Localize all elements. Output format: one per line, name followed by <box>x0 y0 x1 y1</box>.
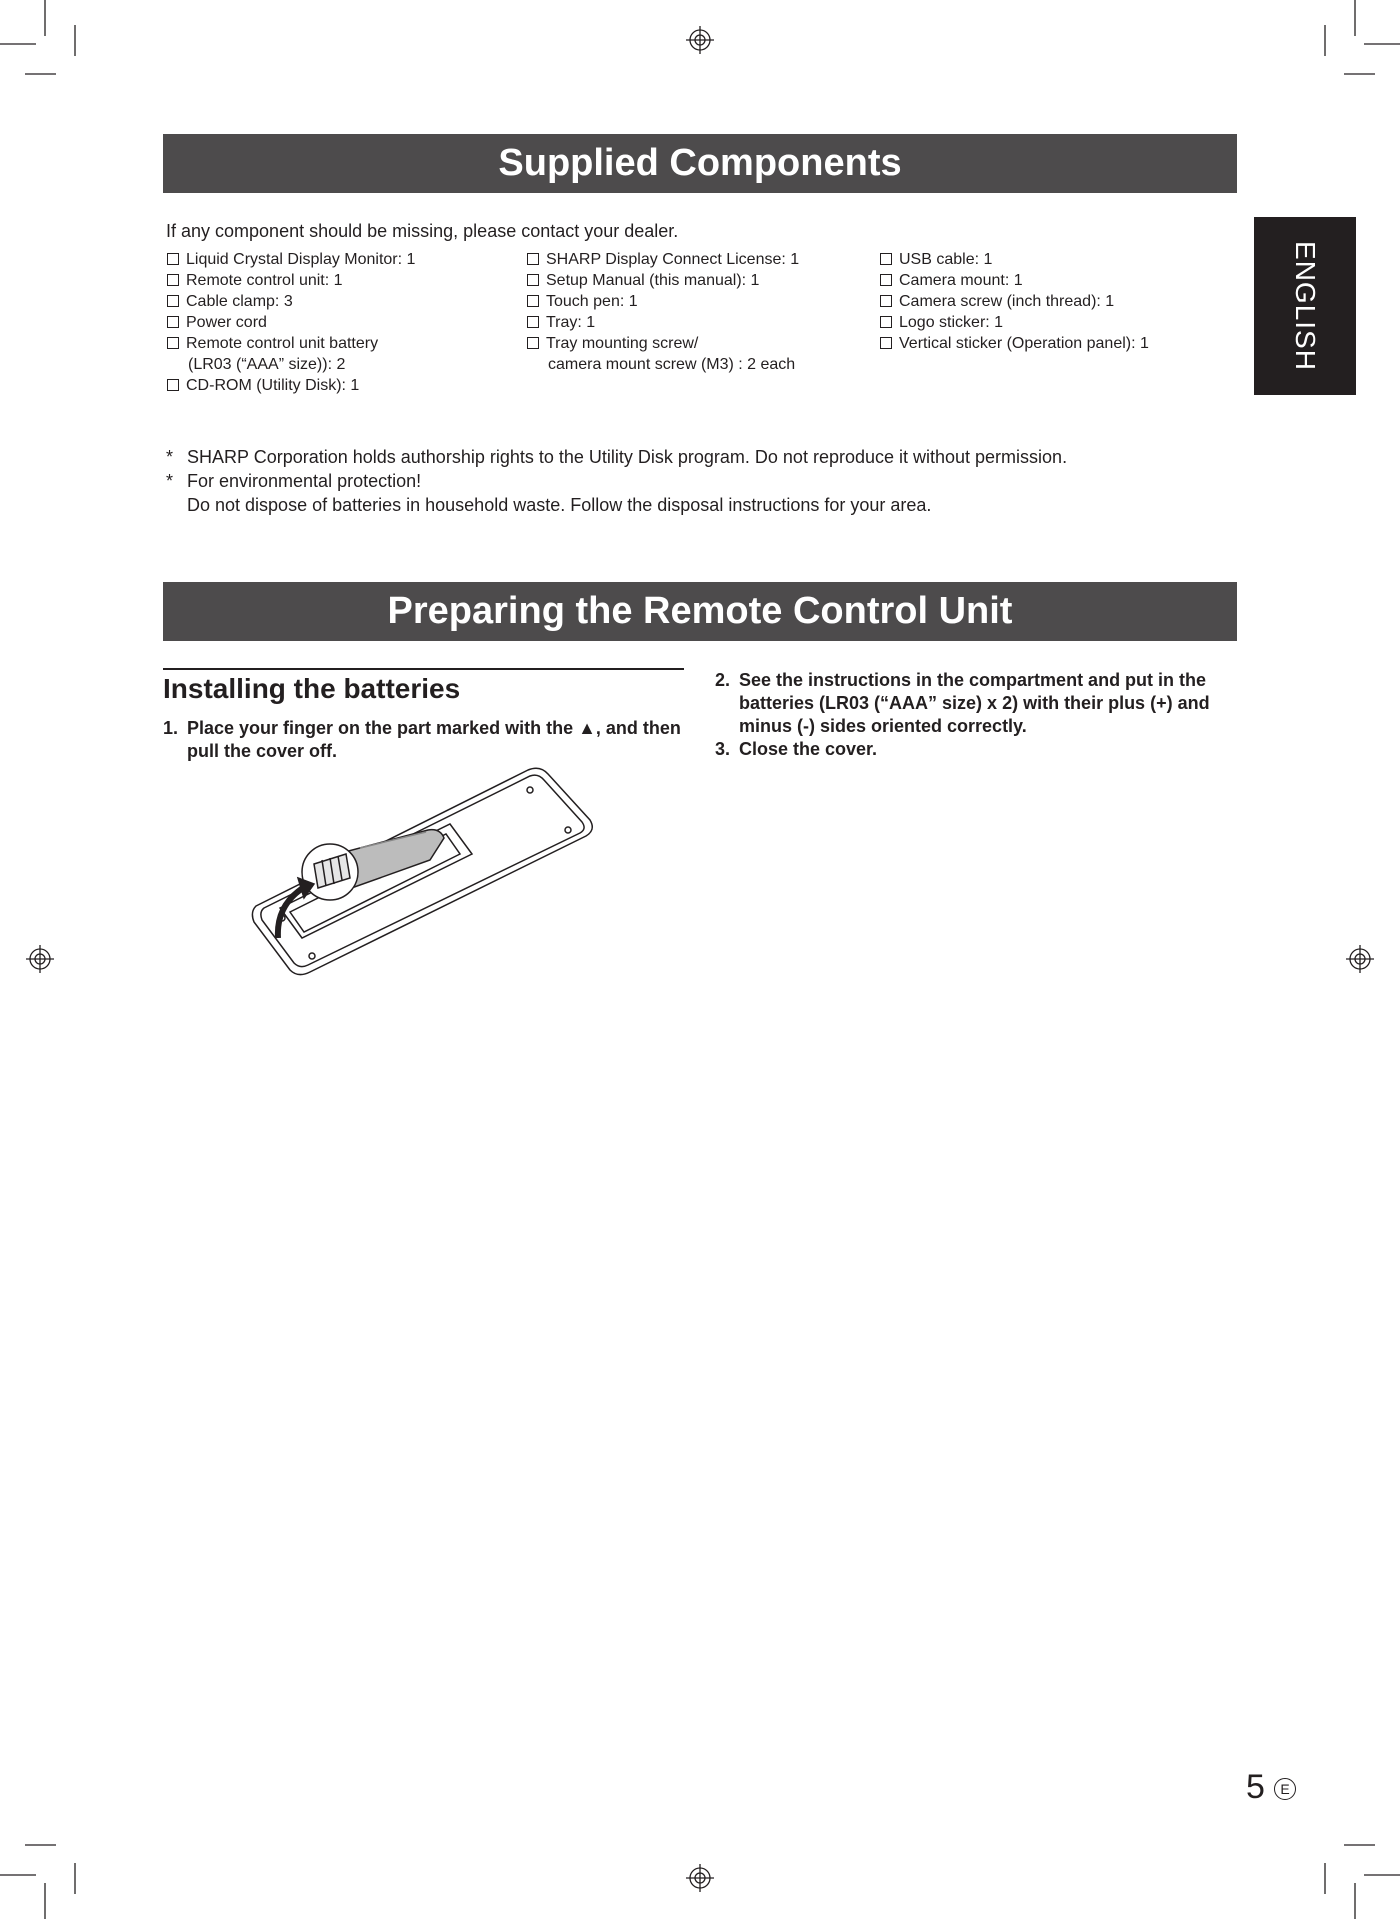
step-3: 3. Close the cover. <box>715 739 878 759</box>
list-item: Tray mounting screw/ <box>527 333 799 354</box>
checkbox-icon <box>880 295 892 307</box>
checkbox-icon <box>527 253 539 265</box>
components-column-2 <box>527 249 799 375</box>
step-2: 2. See the instructions in the compartment and put in the batteries (LR03 (“AAA” size) x 2) with their plus (+) and minus (-) sides oriented correctly. <box>715 670 1210 736</box>
checkbox-icon <box>527 337 539 349</box>
preparing-remote-heading: Preparing the Remote Control Unit <box>163 582 1237 641</box>
checkbox-icon <box>167 337 179 349</box>
checkbox-icon <box>880 337 892 349</box>
list-item: Cable clamp: 3 <box>167 291 415 312</box>
list-item: Remote control unit battery <box>167 333 415 354</box>
list-item: Remote control unit: 1 <box>167 270 415 291</box>
page-marker: E <box>1274 1778 1296 1800</box>
intro-text: If any component should be missing, please contact your dealer. <box>166 221 679 241</box>
steps-right <box>715 669 1240 761</box>
checkbox-icon <box>880 316 892 328</box>
components-column-1 <box>167 249 415 396</box>
steps-left <box>163 717 683 763</box>
installing-batteries-heading: Installing the batteries <box>163 668 684 706</box>
checkbox-icon <box>880 274 892 286</box>
checkbox-icon <box>527 274 539 286</box>
list-item: Camera screw (inch thread): 1 <box>880 291 1149 312</box>
note-item: * SHARP Corporation holds authorship rights to the Utility Disk program. Do not reproduce it without permission. <box>166 447 1068 467</box>
page-number: 5 <box>1246 1768 1265 1806</box>
remote-control-illustration <box>250 760 600 980</box>
notes <box>166 445 1067 517</box>
checkbox-icon <box>167 274 179 286</box>
list-item: Liquid Crystal Display Monitor: 1 <box>167 249 415 270</box>
language-tab <box>1254 217 1356 395</box>
list-item-continuation: camera mount screw (M3) : 2 each <box>548 356 796 373</box>
checkbox-icon <box>167 379 179 391</box>
list-item: Power cord <box>167 312 415 333</box>
components-column-3 <box>880 249 1149 354</box>
checkbox-icon <box>880 253 892 265</box>
list-item: Camera mount: 1 <box>880 270 1149 291</box>
language-label: ENGLISH <box>1290 241 1321 371</box>
checkbox-icon <box>527 295 539 307</box>
list-item: Tray: 1 <box>527 312 799 333</box>
list-item: SHARP Display Connect License: 1 <box>527 249 799 270</box>
list-item: Logo sticker: 1 <box>880 312 1149 333</box>
list-item-continuation: (LR03 (“AAA” size)): 2 <box>188 356 346 373</box>
supplied-components-heading: Supplied Components <box>163 134 1237 193</box>
note-item: Do not dispose of batteries in household waste. Follow the disposal instructions for your area. <box>187 495 932 515</box>
list-item: Vertical sticker (Operation panel): 1 <box>880 333 1149 354</box>
note-item: * For environmental protection! <box>166 471 422 491</box>
checkbox-icon <box>527 316 539 328</box>
step-1: 1. Place your finger on the part marked with the ▲, and then pull the cover off. <box>163 718 681 761</box>
list-item: Setup Manual (this manual): 1 <box>527 270 799 291</box>
list-item: Touch pen: 1 <box>527 291 799 312</box>
checkbox-icon <box>167 316 179 328</box>
checkbox-icon <box>167 295 179 307</box>
checkbox-icon <box>167 253 179 265</box>
list-item: CD-ROM (Utility Disk): 1 <box>167 375 415 396</box>
list-item: USB cable: 1 <box>880 249 1149 270</box>
